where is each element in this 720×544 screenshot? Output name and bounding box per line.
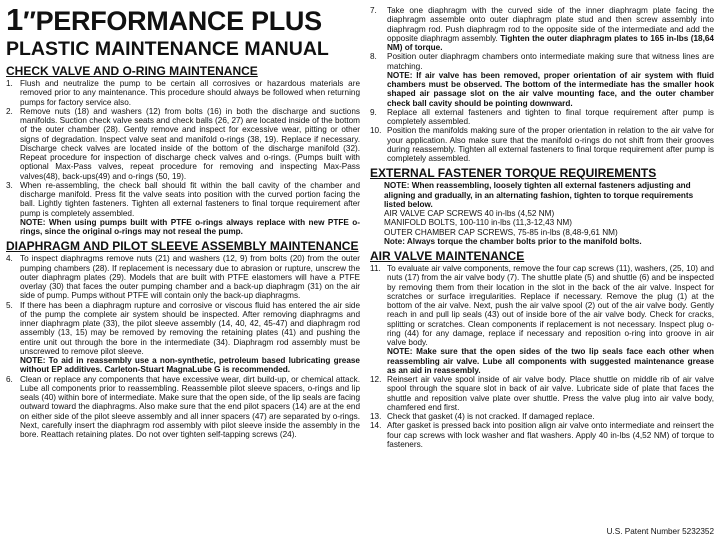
item-bold-text: Tighten the outer diaphragm plates to 165 in-lbs (18,64 NM) of torque. xyxy=(387,33,714,52)
torque-note: NOTE: When reassembling, loosely tighten all external fasteners adjusting and aligning and gradually, in an alternating fashion, tighten to torque requirements listed below. xyxy=(384,181,694,209)
item-number: 3. xyxy=(6,180,13,190)
air-valve-heading: AIR VALVE MAINTENANCE xyxy=(370,249,525,263)
item-number: 13. xyxy=(370,412,382,421)
item-number: 11. xyxy=(370,264,381,273)
item-number: 10. xyxy=(370,126,382,136)
title-line-1 xyxy=(6,2,360,37)
list-item xyxy=(370,264,714,375)
item-text: Take one diaphragm with the curved side of the inner diaphragm plate facing the diaphragm assemble onto outer diaphragm plate stud and then screw assembly into diaphragm rod. Push diaphragm rod to the opposite side of the intermediate and add the opposite diaphragm assembly. xyxy=(387,6,714,43)
list-item xyxy=(6,301,360,375)
list-item xyxy=(6,375,360,440)
item-text: After gasket is pressed back into position align air valve onto intermediate and reinsert the four cap screws with lock washer and flat washers. Apply 40 in-lbs (4,52 NM) of torque to fasteners. xyxy=(387,421,714,449)
title-number: 1 xyxy=(6,2,23,37)
list-item xyxy=(370,52,714,108)
item-number: 1. xyxy=(6,79,13,88)
item-text: Replace all external fasteners and tighten to final torque requirement after pump is completely assembled. xyxy=(387,107,714,126)
title-line-2: PLASTIC MAINTENANCE MANUAL xyxy=(6,38,329,60)
diaphragm-heading: DIAPHRAGM AND PILOT SLEEVE ASSEMBLY MAINTENANCE xyxy=(6,239,359,254)
list-item xyxy=(370,108,714,127)
item-text: Position the manifolds making sure of the proper orientation in relation to the air valve for your application. Also make sure that the manifold o-rings do not shift from their grooves during reassembly. Tighten all external fasteners to final torque requirement after pump is completely assembled. xyxy=(387,126,714,163)
list-item xyxy=(370,6,714,52)
torque-line: AIR VALVE CAP SCREWS 40 in-lbs (4,52 NM) xyxy=(384,209,555,218)
item-text: Flush and neutralize the pump to be certain all corrosives or hazardous materials are removed prior to any maintenance. This procedure should always be followed when returning pumps for factory service also. xyxy=(20,79,360,107)
item-text: Remove nuts (18) and washers (12) from bolts (16) in both the discharge and suctions manifolds. Suction check valve seats and check balls (26, 27) are located inside of the bottom of the outer chamber (28). Gently remove and inspect for excessive wear, pitting or other signs of degradation. Inspect valve seat and manifold o-rings (38, 19). Replace if necessary. Discharge check valves are located inside of the bottom of the discharge manifold (32). Repeat procedure for inspection of discharge check valves and o-rings. (Pumps built with optional Max-Pass valves, repeat procedure for removing and inspecting Max-Pass valves(48), back-ups(49) and o-rings (50, 19). xyxy=(20,106,360,181)
right-column xyxy=(370,6,714,449)
check-valve-list xyxy=(6,79,360,236)
item-text: To inspect diaphragms remove nuts (21) and washers (12, 9) from bolts (20) from the outer pumping chambers (28). If replacement is necessary due to abrasion or rupture, unscrew the outer diaphragm plates (29). Models that are built with PTFE elastomers will have a PTFE overlay (30) that faces the outer pumping chamber and a back-up diaphragm (31) on the air side of pump. Pumps without PTFE will contain only the back-up diaphragms. xyxy=(20,254,360,301)
diaphragm-list xyxy=(6,254,360,439)
item-text: If there has been a diaphragm rupture and corrosive or viscous fluid has entered the air side of the pump the complete air system should be inspected. After removing diaphragms and inner diaphragm plate (33), the pilot sleeve assembly (14, 40, 42, 45-47) and diaphragm rod assembly (13, 15) may be removed by removing the retaining plates (41) and pushing the entire unit out through the bore in the intermediate (34). Diaphragm rod assembly must be unscrewed to remove pilot sleeve. xyxy=(20,300,360,356)
item-note: NOTE: To aid in reassembly use a non-synthetic, petroleum based lubricating grease without EP additives. Carleton-Stuart MagnaLube G is recommended. xyxy=(20,356,360,375)
patent-number: U.S. Patent Number 5232352 xyxy=(606,527,714,536)
item-text: Reinsert air valve spool inside of air valve body. Place shuttle on middle rib of air valve spool through the square slot in back of air valve. Lubricate side of plate that faces the shuttle and reposition valve plate over shuttle. Press the valve plug into air valve body, chamfered end first. xyxy=(387,375,714,412)
torque-final-note: Note: Always torque the chamber bolts prior to the manifold bolts. xyxy=(384,236,642,246)
torque-heading: EXTERNAL FASTENER TORQUE REQUIREMENTS xyxy=(370,166,657,181)
list-item xyxy=(370,421,714,449)
air-valve-list xyxy=(370,264,714,449)
item-number: 6. xyxy=(6,374,13,384)
item-number: 14. xyxy=(370,421,382,431)
item-number: 5. xyxy=(6,300,13,310)
item-text: When re-assembling, the check ball should fit within the ball cavity of the chamber and discharge manifold. Press fit the valve seats into position with the curved portion facing the ball. Lightly tighten fasteners. Tighten all external fasteners to final torque requirement after pump is completely assembled. xyxy=(20,180,360,218)
item-note: NOTE: When using pumps built with PTFE o-rings always replace with new PTFE o-rings, since the original o-rings may not reseal the pump. xyxy=(20,217,360,236)
torque-line: MANIFOLD BOLTS, 100-110 in-lbs (11,3-12,43 NM) xyxy=(384,218,572,228)
item-number: 2. xyxy=(6,106,13,116)
item-text: Check that gasket (4) is not cracked. If damaged replace. xyxy=(387,412,595,421)
torque-block xyxy=(370,181,714,246)
list-item xyxy=(6,254,360,300)
list-item xyxy=(6,79,360,107)
diaphragm-list-continued xyxy=(370,6,714,163)
item-number: 9. xyxy=(370,107,377,117)
item-note: NOTE: Make sure that the open sides of the two lip seals face each other when reassembling air valve. Lube all components with suggested maintenance grease as an aid in reassembly. xyxy=(387,347,714,375)
item-text: Clean or replace any components that have excessive wear, dirt build-up, or chemical attack. Lube all components prior to reassembling. Reassemble pilot sleeve spacers, o-rings and lip seals (40) within bore of intermediate. Make sure that the open side, of the lip seals are facing outward toward the diaphragms. Also make sure that the end pilot spacers (14) are at the end on either side of the pilot sleeve assembly and all inner spacers (47) are separated by o-rings. Next, carefully insert the diaphragm rod assembly with pilot sleeve inside the assembly in the bore. Reattach retaining plates. Do not over tighten self-tapping screws (24). xyxy=(20,374,360,439)
item-text: Position outer diaphragm chambers onto intermediate making sure that witness lines are matching. xyxy=(387,52,714,71)
list-item xyxy=(6,107,360,181)
item-number: 7. xyxy=(370,6,377,15)
torque-line: OUTER CHAMBER CAP SCREWS, 75-85 in-lbs (8,48-9,61 NM) xyxy=(384,227,618,237)
list-item xyxy=(370,375,714,412)
item-number: 8. xyxy=(370,52,377,62)
item-number: 12. xyxy=(370,375,382,384)
list-item xyxy=(6,181,360,237)
title-text: PERFORMANCE PLUS xyxy=(35,6,322,36)
item-number: 4. xyxy=(6,254,13,264)
list-item xyxy=(370,412,714,421)
item-text: To evaluate air valve components, remove the four cap screws (11), washers, (25, 10) and nuts (17) from the air valve body (7). The shuttle plate (5) and shuttle (6) and be inspected by removing them from their location in the slot in the back of the air valve. Inspect for scratches or surface irregularities. Replace if necessary. Remove the plug (1) at the bottom of the air valve. Next, push the air valve spool (2) out of the air valve body. Gently reach in and pull lip seals (43) out of inside bore of the air valve body. Check for cracks, splitting or scratches. Clean components if replacement is not necessary. Inspect plug o-ring (44) for any damage, replace if necessary and reposition o-ring into groove in air valve body. xyxy=(387,264,714,347)
title-mark: ″ xyxy=(22,6,36,36)
list-item xyxy=(370,126,714,163)
check-valve-heading: CHECK VALVE AND O-RING MAINTENANCE xyxy=(6,64,258,78)
item-note: NOTE: If air valve has been removed, proper orientation of air system with fluid chambers must be observed. The bottom of the intermediate has the smaller hook shaped air passage slot on the air valve mounting face, and the outer chamber check ball cavity should be pointing downward. xyxy=(387,70,714,108)
left-column xyxy=(6,2,360,439)
